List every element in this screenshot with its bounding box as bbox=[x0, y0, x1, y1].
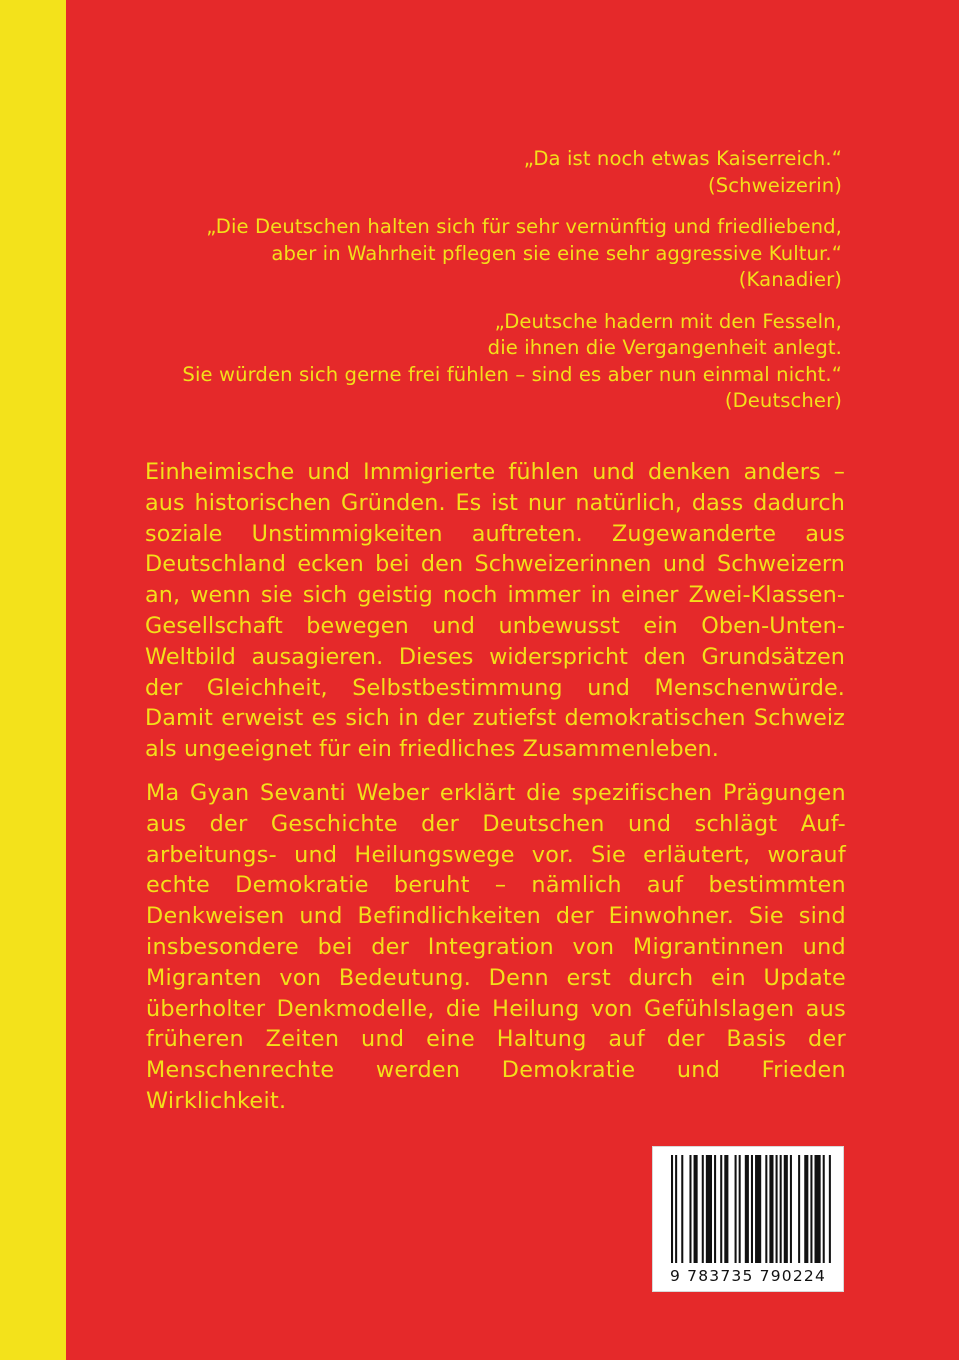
blurb-line: Gesellschaft bewegen und unbewusst ein Oben-Unten- bbox=[145, 612, 845, 639]
barcode-bar bbox=[829, 1155, 831, 1263]
quote-line: „Deutsche hadern mit den Fesseln, bbox=[494, 309, 842, 333]
barcode-bar bbox=[790, 1155, 792, 1263]
blurb-line: Einheimische und Immigrierte fühlen und denken anders – bbox=[145, 459, 845, 485]
barcode-bar bbox=[823, 1155, 825, 1263]
barcode-bar bbox=[751, 1155, 753, 1263]
barcode-bar bbox=[765, 1155, 767, 1263]
quote-line: Sie würden sich gerne frei fühlen – sind es aber nun einmal nicht.“ bbox=[182, 362, 842, 386]
barcode-bar bbox=[735, 1155, 737, 1263]
barcode-bar bbox=[702, 1155, 704, 1263]
blurb-line: Ma Gyan Sevanti Weber erklärt die spezifischen Prägungen bbox=[146, 780, 846, 806]
blurb-paragraph-2 bbox=[146, 778, 846, 1117]
quote-line: „Die Deutschen halten sich für sehr vernünftig und friedliebend, bbox=[206, 215, 842, 238]
blurb-line: Migranten von Bedeutung. Denn erst durch ein Update bbox=[146, 964, 846, 991]
barcode-bar bbox=[745, 1155, 749, 1263]
blurb-line: als ungeeignet für ein friedliches Zusammenleben. bbox=[145, 736, 719, 763]
barcode-bar bbox=[798, 1155, 800, 1263]
barcode-bar bbox=[720, 1155, 722, 1263]
quote-1 bbox=[150, 146, 842, 199]
quote-line: aber in Wahrheit pflegen sie eine sehr aggressive Kultur.“ bbox=[271, 241, 842, 265]
barcode-bar bbox=[724, 1155, 728, 1263]
isbn-barcode bbox=[652, 1146, 844, 1292]
barcode-bar bbox=[804, 1155, 808, 1263]
barcode-bar bbox=[784, 1155, 788, 1263]
barcode-bar bbox=[706, 1155, 712, 1263]
barcode-bar bbox=[671, 1155, 673, 1263]
blurb-line: arbeitungs- und Heilungswege vor. Sie erläutert, worauf bbox=[146, 841, 846, 868]
barcode-bar bbox=[810, 1155, 812, 1263]
blurb-line: Deutschland ecken bei den Schweizerinnen und Schweizern bbox=[145, 551, 845, 578]
quote-line: „Da ist noch etwas Kaiserreich.“ bbox=[523, 147, 842, 170]
blurb-line: früheren Zeiten und eine Haltung auf der Basis der bbox=[146, 1026, 846, 1053]
quote-3 bbox=[150, 309, 842, 415]
blurb-line: echte Demokratie beruht – nämlich auf bestimmten bbox=[146, 872, 846, 899]
barcode-bar bbox=[694, 1155, 698, 1263]
barcode-bar bbox=[714, 1155, 716, 1263]
blurb-line: überholter Denkmodelle, die Heilung von Gefühlslagen aus bbox=[146, 995, 846, 1022]
barcode-bar bbox=[769, 1155, 773, 1263]
barcode-bar bbox=[815, 1155, 821, 1263]
barcode-bar bbox=[780, 1155, 782, 1263]
blurb-line: Menschenrechte werden Demokratie und Frieden bbox=[146, 1057, 846, 1084]
blurb-line: Weltbild ausagieren. Dieses widerspricht den Grundsätzen bbox=[145, 643, 845, 670]
barcode-bar bbox=[739, 1155, 741, 1263]
quote-attribution: (Kanadier) bbox=[738, 268, 842, 291]
isbn-number: 9 783735 790224 bbox=[669, 1267, 827, 1285]
blurb-line: aus der Geschichte der Deutschen und schlägt Auf- bbox=[146, 810, 846, 837]
blurb-line: aus historischen Gründen. Es ist nur natürlich, dass dadurch bbox=[145, 489, 845, 516]
barcode-bar bbox=[776, 1155, 778, 1263]
blurb-paragraph-1 bbox=[145, 457, 845, 765]
blurb-line: soziale Unstimmigkeiten auftreten. Zugewanderte aus bbox=[145, 520, 845, 547]
quote-2 bbox=[150, 214, 842, 294]
barcode-bar bbox=[675, 1155, 677, 1263]
blurb-line: Wirklichkeit. bbox=[146, 1087, 287, 1114]
quote-attribution: (Schweizerin) bbox=[708, 173, 842, 197]
quotes-block bbox=[150, 146, 842, 430]
barcode-bar bbox=[681, 1155, 683, 1263]
blurb-line: Damit erweist es sich in der zutiefst demokratischen Schweiz bbox=[145, 705, 845, 732]
quote-attribution: (Deutscher) bbox=[724, 389, 842, 412]
barcode-icon bbox=[653, 1147, 843, 1267]
blurb-line: der Gleichheit, Selbstbestimmung und Menschenwürde. bbox=[145, 674, 845, 701]
barcode-bar bbox=[689, 1155, 691, 1263]
blurb-line: an, wenn sie sich geistig noch immer in einer Zwei-Klassen- bbox=[145, 582, 845, 609]
barcode-bar bbox=[755, 1155, 761, 1263]
quote-line: die ihnen die Vergangenheit anlegt. bbox=[487, 336, 842, 359]
blurb-line: Denkweisen und Befindlichkeiten der Einwohner. Sie sind bbox=[146, 903, 846, 930]
blurb-line: insbesondere bei der Integration von Migrantinnen und bbox=[146, 933, 846, 960]
book-spine bbox=[0, 0, 66, 1360]
